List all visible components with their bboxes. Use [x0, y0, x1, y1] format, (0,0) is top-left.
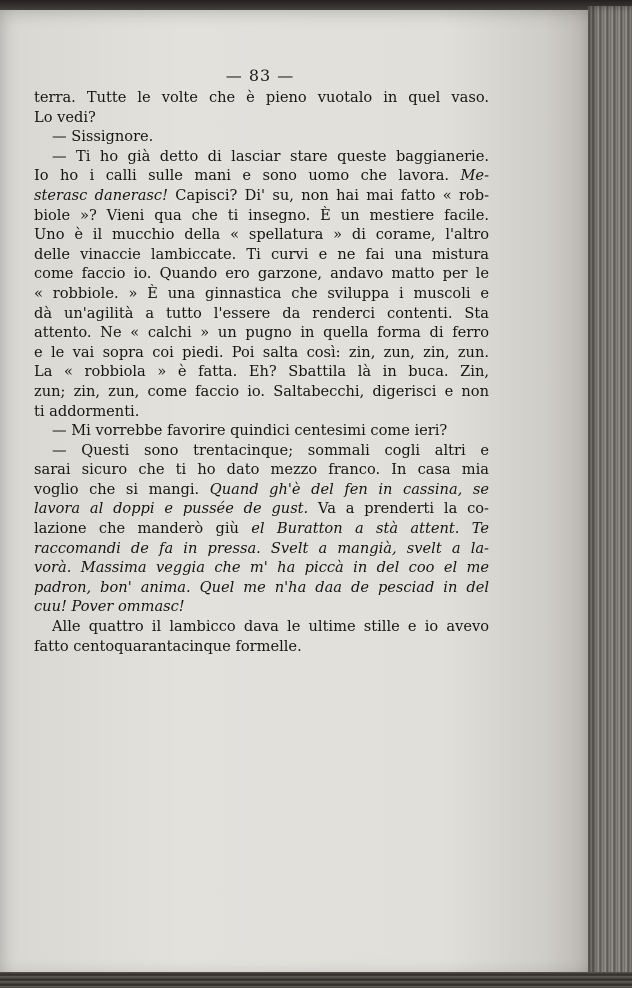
text-segment: Lo vedi? [34, 108, 96, 126]
text-line [34, 166, 489, 186]
text-segment: terra. Tutte le volte che è pieno vuotalo in quel vaso. [34, 89, 489, 106]
italic-text-segment: padron, bon' anima. Quel me n'ha daa de pesciad in del [34, 578, 489, 596]
italic-text-segment: sterasc danerasc! [34, 186, 168, 204]
text-segment: La « robbiola » è fatta. Eh? Sbattila là in buca. Zin, [34, 363, 489, 381]
text-line [34, 186, 489, 206]
text-line [34, 362, 489, 382]
text-segment: — Questi sono trentacinque; sommali cogli altri e [52, 441, 489, 459]
text-segment: « robbiole. » È una ginnastica che sviluppa i muscoli e [34, 284, 489, 302]
italic-text-segment: Me- [460, 167, 489, 185]
text-segment: fatto centoquarantacinque formelle. [34, 637, 302, 655]
italic-text-segment: vorà. Massima veggia che m' ha piccà in del coo el me [34, 559, 489, 577]
text-line [34, 127, 489, 147]
text-segment: sarai sicuro che ti ho dato mezzo franco. In casa mia [34, 461, 489, 479]
text-line [34, 637, 489, 657]
text-line [34, 284, 489, 304]
italic-text-segment: lavora al doppi e pussée de gust. [34, 500, 309, 518]
text-segment: e le vai sopra coi piedi. Poi salta così: zin, zun, zin, zun. [34, 343, 489, 361]
text-line [34, 421, 489, 441]
text-segment: Capisci? Di' su, non hai mai fatto « rob- [167, 186, 489, 204]
text-line [34, 264, 489, 284]
text-segment: voglio che si mangi. [34, 480, 210, 498]
text-line [34, 441, 489, 461]
text-line [34, 597, 489, 617]
text-line [34, 343, 489, 363]
italic-text-segment: el Buratton a stà attent. Te [251, 520, 489, 538]
text-line [34, 499, 489, 519]
text-segment: come faccio io. Quando ero garzone, andavo matto per le [34, 265, 489, 283]
book-page-edges [588, 6, 632, 982]
text-line [34, 617, 489, 637]
text-line [34, 578, 489, 598]
text-line [34, 147, 489, 167]
text-segment: Va a prenderti la co- [308, 500, 489, 518]
text-line [34, 558, 489, 578]
book-bottom-edge [0, 972, 632, 988]
text-segment: dà un'agilità a tutto l'essere da renderci contenti. Sta [34, 304, 489, 322]
text-segment: — Ti ho già detto di lasciar stare queste baggianerie. [52, 147, 489, 165]
text-segment: delle vinaccie lambiccate. Ti curvi e ne fai una mistura [34, 245, 489, 263]
text-line [34, 519, 489, 539]
text-line [34, 206, 489, 226]
text-line [34, 323, 489, 343]
text-segment: Io ho i calli sulle mani e sono uomo che lavora. [34, 167, 461, 185]
text-line [34, 539, 489, 559]
page-number: — 83 — [225, 66, 295, 85]
text-segment: zun; zin, zun, come faccio io. Saltabecchi, digerisci e non [34, 382, 489, 400]
text-line [34, 304, 489, 324]
text-segment: — Mi vorrebbe favorire quindici centesimi come ieri? [52, 422, 448, 440]
text-line [34, 382, 489, 402]
italic-text-segment: raccomandi de fa in pressa. Svelt a mangià, svelt a la- [34, 539, 489, 557]
text-line [34, 245, 489, 265]
text-segment: attento. Ne « calchi » un pugno in quella forma di ferro [34, 324, 489, 342]
text-line [34, 108, 489, 128]
text-segment: Alle quattro il lambicco dava le ultime stille e io avevo [52, 618, 489, 636]
text-line [34, 402, 489, 422]
italic-text-segment: cuu! Pover ommasc! [34, 598, 185, 616]
text-segment: Uno è il mucchio della « spellatura » di corame, l'altro [34, 226, 489, 244]
text-segment: lazione che manderò giù [34, 520, 252, 538]
text-segment: — Sissignore. [52, 128, 154, 146]
text-line [34, 225, 489, 245]
body-text [34, 88, 489, 656]
text-line [34, 480, 489, 500]
text-line [34, 460, 489, 480]
text-line [34, 88, 489, 108]
text-segment: biole »? Vieni qua che ti insegno. È un mestiere facile. [34, 206, 489, 224]
text-segment: ti addormenti. [34, 402, 140, 420]
italic-text-segment: Quand gh'è del fen in cassina, se [209, 480, 489, 498]
